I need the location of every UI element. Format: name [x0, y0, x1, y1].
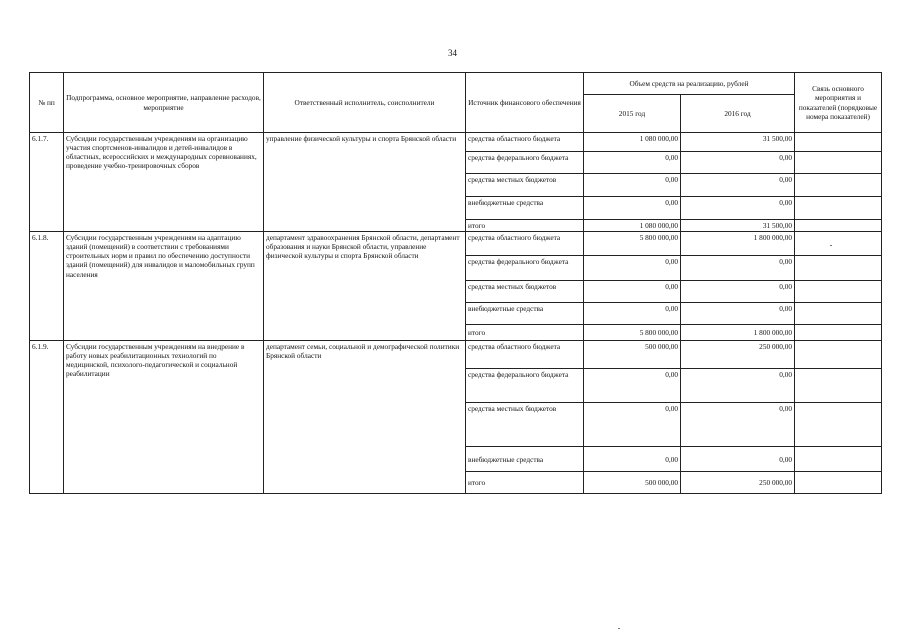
total-2015: 5 800 000,00 [584, 325, 681, 341]
value-2016: 0,00 [681, 447, 795, 472]
value-2015: 0,00 [584, 152, 681, 174]
value-2015: 0,00 [584, 303, 681, 325]
row-program: Субсидии государственным учреждениям на организацию участия спортсменов-инвалидов и детей-инвалидов в областных, всероссийских и международных соревнованиях, проведение учебно-тренировочных сборов [64, 133, 264, 232]
row-executor: департамент здравоохранения Брянской области, департамент образования и науки Брянской области, управление физической культуры и спорта Брянской области [264, 232, 466, 341]
value-2016: 31 500,00 [681, 133, 795, 152]
scan-speck [618, 628, 620, 629]
row-num: 6.1.9. [30, 341, 64, 494]
total-2015: 500 000,00 [584, 472, 681, 494]
row-source: средства местных бюджетов [466, 281, 584, 303]
row-executor: управление физической культуры и спорта Брянской области [264, 133, 466, 232]
link-cell [795, 197, 882, 220]
row-program: Субсидии государственным учреждениям на внедрение в работу новых реабилитационных технологий по медицинской, психолого-педагогической и социальной реабилитации [64, 341, 264, 494]
link-cell [795, 174, 882, 197]
block-6-1-7 [30, 133, 882, 232]
link-cell [795, 303, 882, 325]
table-row [30, 341, 882, 369]
link-cell [795, 152, 882, 174]
value-2015: 0,00 [584, 197, 681, 220]
table-row [30, 232, 882, 256]
row-source: средства областного бюджета [466, 133, 584, 152]
link-cell [795, 256, 882, 281]
header-2016: 2016 год [681, 95, 795, 133]
value-2016: 250 000,00 [681, 341, 795, 369]
value-2015: 0,00 [584, 403, 681, 447]
value-2015: 0,00 [584, 174, 681, 197]
scan-speck [830, 245, 832, 246]
value-2015: 5 800 000,00 [584, 232, 681, 256]
row-source: средства местных бюджетов [466, 174, 584, 197]
header-executor: Ответственный исполнитель, соисполнители [264, 73, 466, 133]
row-source: средства местных бюджетов [466, 403, 584, 447]
row-executor: департамент семьи, социальной и демографической политики Брянской области [264, 341, 466, 494]
link-cell [795, 472, 882, 494]
value-2015: 0,00 [584, 369, 681, 403]
row-source-total: итого [466, 472, 584, 494]
funding-table [29, 72, 882, 494]
row-program: Субсидии государственным учреждениям на адаптацию зданий (помещений) в соответствии с требованиями строительных норм и правил по обеспечению доступности зданий (помещений) для инвалидов и маломобильных групп населения [64, 232, 264, 341]
value-2015: 0,00 [584, 281, 681, 303]
total-2016: 31 500,00 [681, 220, 795, 232]
block-6-1-9 [30, 341, 882, 494]
total-2016: 1 800 000,00 [681, 325, 795, 341]
value-2016: 0,00 [681, 303, 795, 325]
value-2016: 0,00 [681, 281, 795, 303]
total-2015: 1 080 000,00 [584, 220, 681, 232]
row-source: средства федерального бюджета [466, 369, 584, 403]
total-2016: 250 000,00 [681, 472, 795, 494]
row-source: средства областного бюджета [466, 232, 584, 256]
header-2015: 2015 год [584, 95, 681, 133]
value-2016: 0,00 [681, 152, 795, 174]
value-2015: 1 080 000,00 [584, 133, 681, 152]
link-cell [795, 447, 882, 472]
row-source: внебюджетные средства [466, 303, 584, 325]
row-source-total: итого [466, 325, 584, 341]
value-2016: 0,00 [681, 369, 795, 403]
row-source: внебюджетные средства [466, 197, 584, 220]
link-cell [795, 341, 882, 369]
value-2015: 500 000,00 [584, 341, 681, 369]
header-volume: Объем средств на реализацию, рублей [584, 73, 795, 95]
value-2016: 0,00 [681, 197, 795, 220]
table-row [30, 133, 882, 152]
value-2016: 0,00 [681, 403, 795, 447]
row-source-total: итого [466, 220, 584, 232]
row-source: средства областного бюджета [466, 341, 584, 369]
page-number: 34 [448, 48, 457, 58]
value-2015: 0,00 [584, 256, 681, 281]
link-cell [795, 325, 882, 341]
header-source: Источник финансового обеспечения [466, 73, 584, 133]
row-source: средства федерального бюджета [466, 152, 584, 174]
block-6-1-8 [30, 232, 882, 341]
link-cell [795, 403, 882, 447]
link-cell [795, 133, 882, 152]
value-2016: 0,00 [681, 174, 795, 197]
row-num: 6.1.7. [30, 133, 64, 232]
header-link: Связь основного мероприятия и показателей (порядковые номера показателей) [795, 73, 882, 133]
header-num: № пп [30, 73, 64, 133]
row-num: 6.1.8. [30, 232, 64, 341]
header-program: Подпрограмма, основное мероприятие, направление расходов, мероприятие [64, 73, 264, 133]
value-2015: 0,00 [584, 447, 681, 472]
link-cell [795, 220, 882, 232]
link-cell [795, 369, 882, 403]
value-2016: 1 800 000,00 [681, 232, 795, 256]
row-source: средства федерального бюджета [466, 256, 584, 281]
link-cell [795, 232, 882, 256]
link-cell [795, 281, 882, 303]
row-source: внебюджетные средства [466, 447, 584, 472]
value-2016: 0,00 [681, 256, 795, 281]
